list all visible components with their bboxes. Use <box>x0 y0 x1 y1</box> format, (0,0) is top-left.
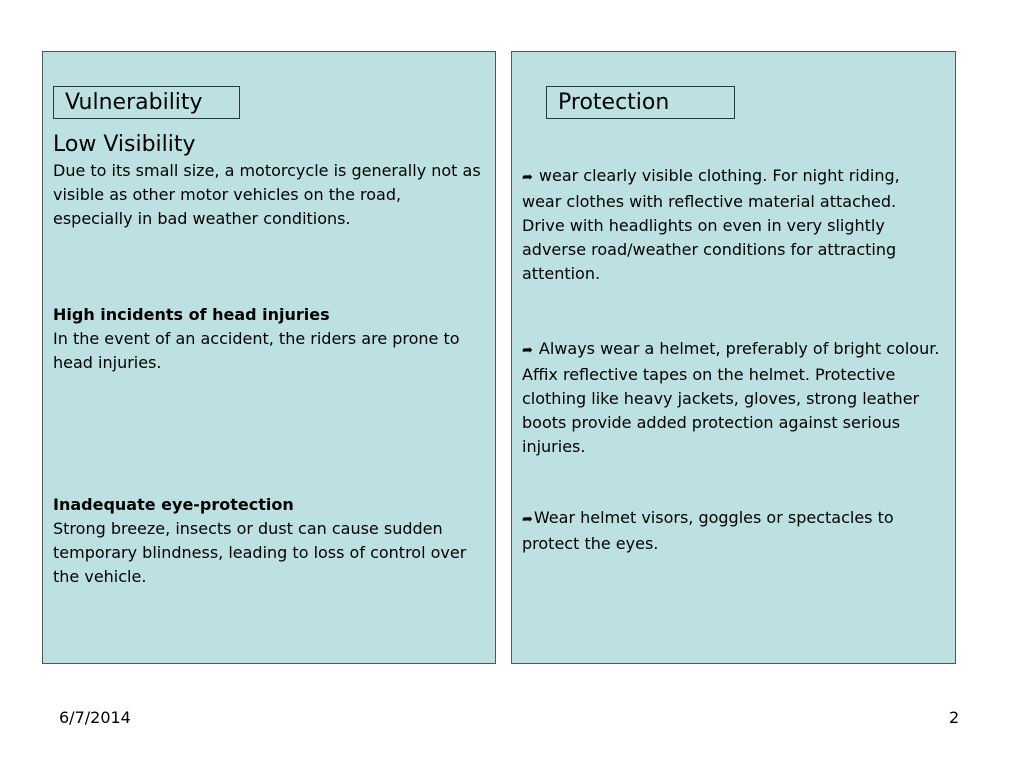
low-visibility-title: Low Visibility <box>53 132 196 157</box>
protection-item-visors <box>522 506 942 556</box>
eye-protection-title: Inadequate eye-protection <box>53 495 294 514</box>
head-injuries-block <box>53 303 485 375</box>
head-injuries-title: High incidents of head injuries <box>53 305 330 324</box>
vulnerability-header: Vulnerability <box>53 86 240 119</box>
page-number: 2 <box>949 708 960 727</box>
arrow-right-icon: ➦ <box>522 343 533 358</box>
eye-protection-block <box>53 493 485 589</box>
protection-header: Protection <box>546 86 735 119</box>
arrow-right-icon: ➦ <box>522 512 533 527</box>
protection-item-text: Wear helmet visors, goggles or spectacles to protect the eyes. <box>522 508 894 553</box>
protection-item-text: wear clearly visible clothing. For night riding, wear clothes with reflective material attached. Drive with headlights on even in very slightly adverse road/weather conditions for attracting attention. <box>522 166 900 283</box>
protection-item-text: Always wear a helmet, preferably of bright colour. Affix reflective tapes on the helmet. Protective clothing like heavy jackets, gloves, strong leather boots provide added protection against serious injuries. <box>522 339 940 456</box>
arrow-right-icon: ➦ <box>522 170 533 185</box>
low-visibility-text: Due to its small size, a motorcycle is generally not as visible as other motor vehicles on the road, especially in bad weather conditions. <box>53 161 481 228</box>
protection-item-helmet <box>522 337 942 459</box>
head-injuries-text: In the event of an accident, the riders are prone to head injuries. <box>53 329 460 372</box>
eye-protection-text: Strong breeze, insects or dust can cause sudden temporary blindness, leading to loss of control over the vehicle. <box>53 519 467 586</box>
footer-date: 6/7/2014 <box>59 708 131 727</box>
protection-item-clothing <box>522 164 942 286</box>
vulnerability-panel <box>42 51 496 664</box>
protection-panel <box>511 51 956 664</box>
